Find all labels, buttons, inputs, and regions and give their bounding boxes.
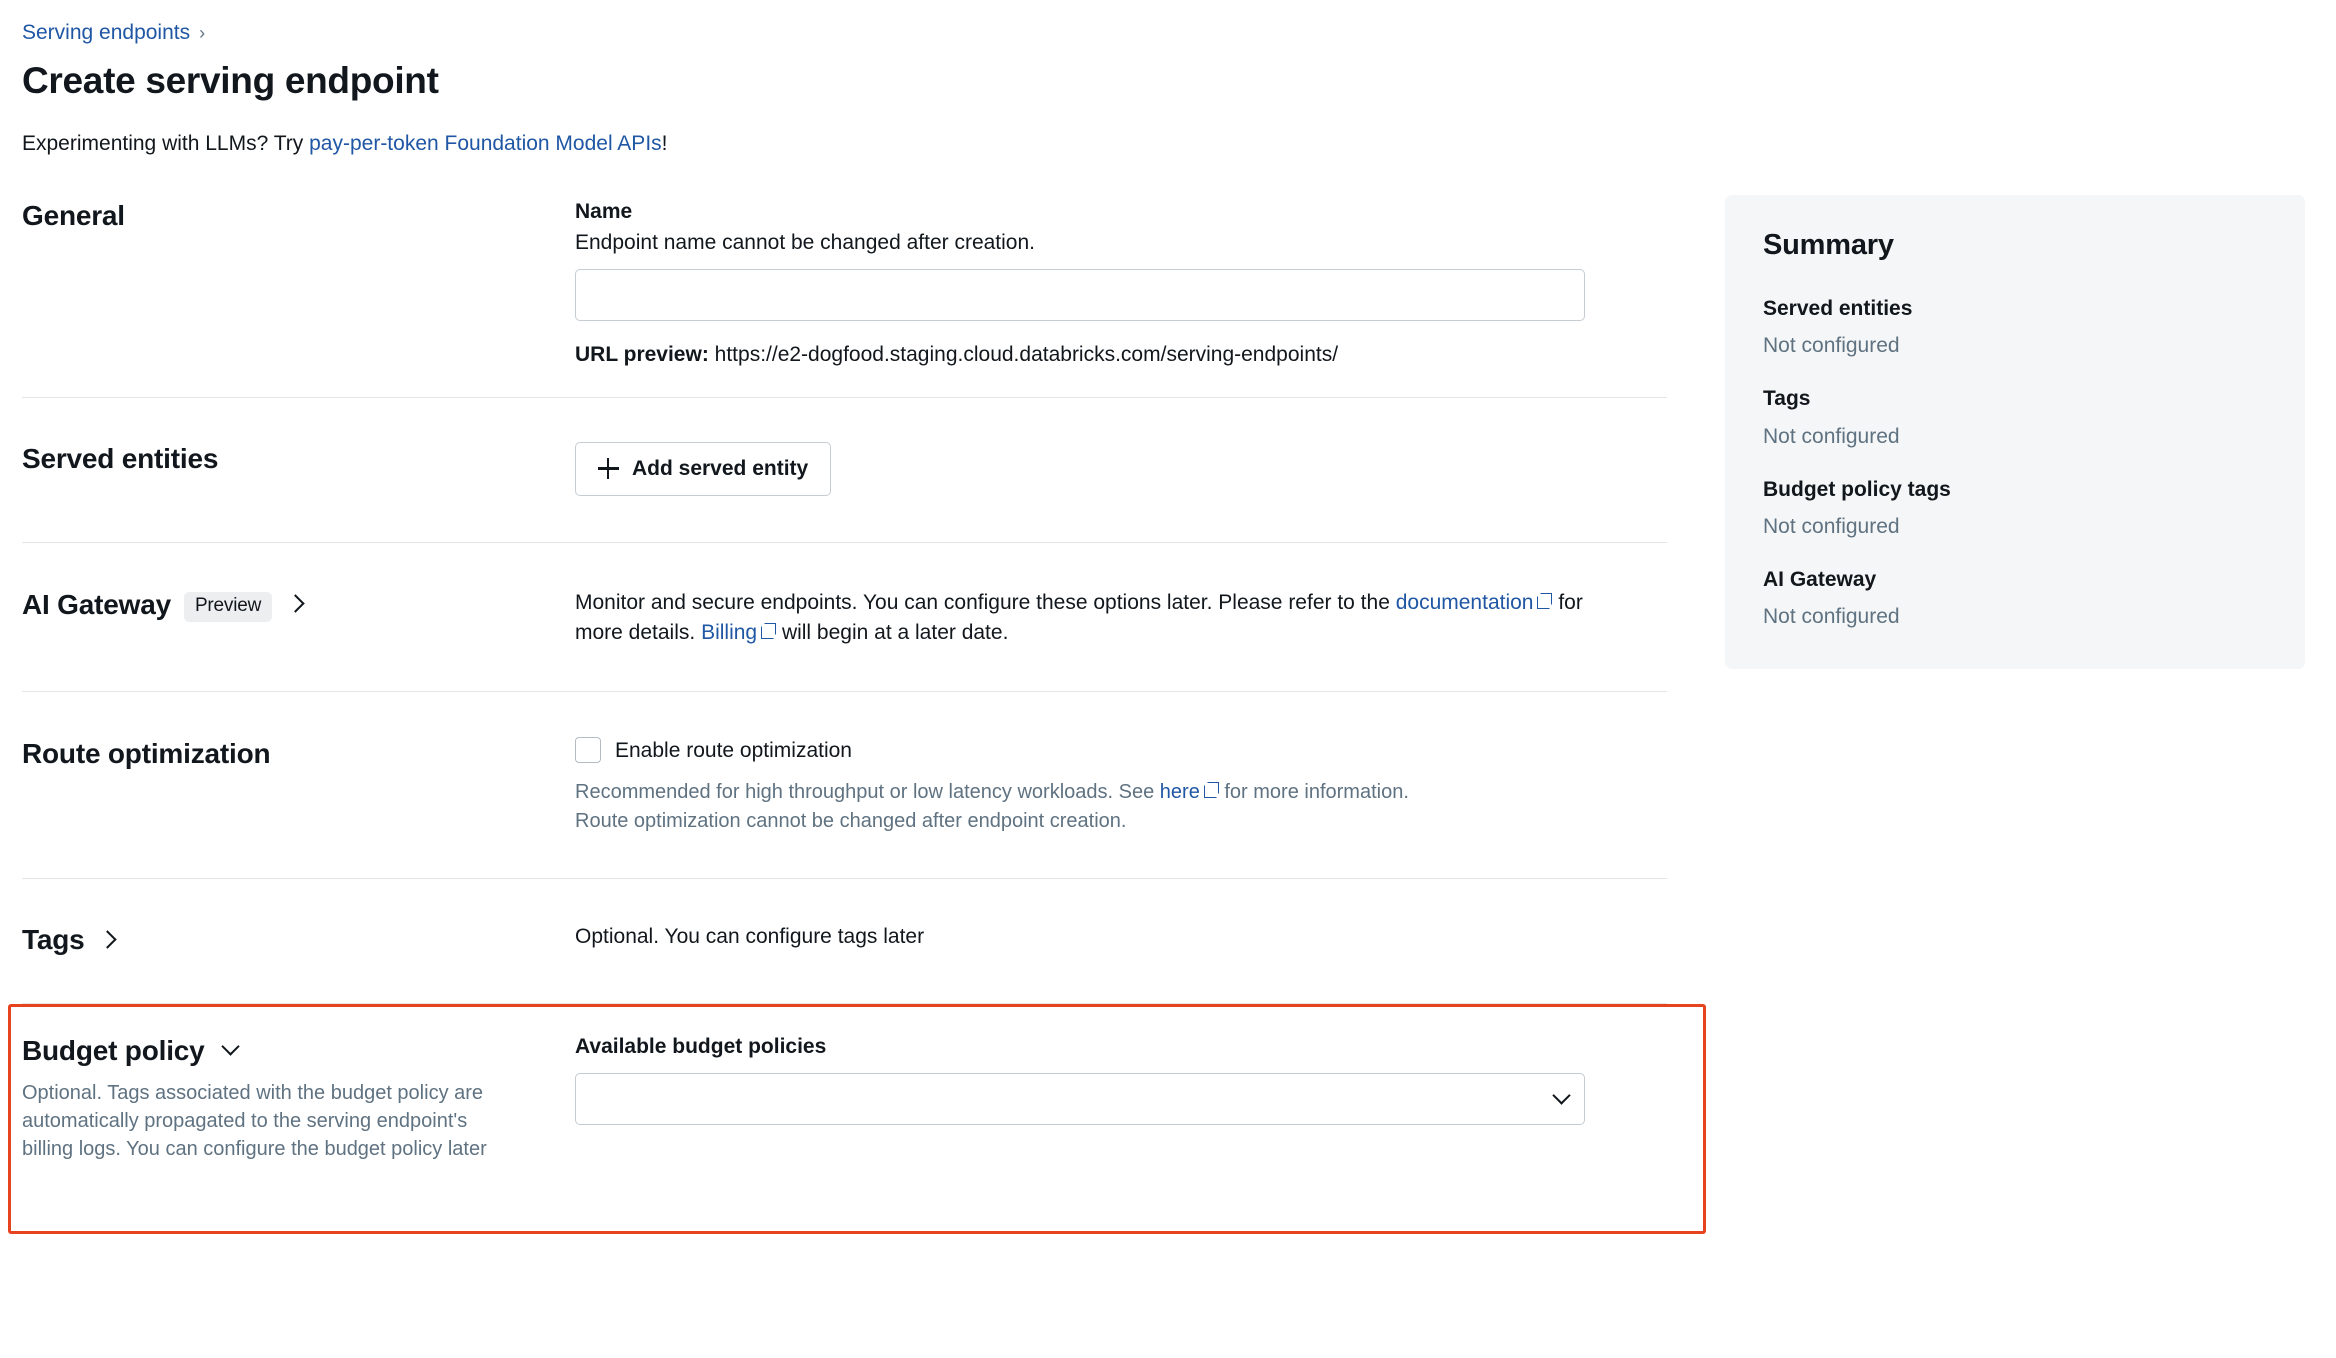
ai-gateway-description [575,588,1585,648]
form-column [22,195,1667,1164]
breadcrumb-separator-icon: › [199,22,206,43]
available-budget-policies-select[interactable] [575,1073,1585,1125]
available-budget-policies-label: Available budget policies [575,1035,827,1058]
summary-item-label: Tags [1763,387,1811,411]
enable-route-optimization-row[interactable] [575,737,1637,763]
foundation-model-apis-link[interactable]: pay-per-token Foundation Model APIs [309,131,662,155]
page-content [22,195,2336,1164]
breadcrumb [22,22,2336,43]
external-link-icon [1204,782,1219,797]
budget-policy-wrapper [22,1004,1667,1164]
budget-policy-body [575,1034,1667,1125]
route-optimization-body [575,737,1667,836]
tags-description: Optional. You can configure tags later [575,925,925,949]
served-entities-label-col [22,442,575,476]
ai-gateway-body [575,588,1667,648]
route-here-link[interactable]: here [1159,781,1200,804]
tags-body [575,923,1667,950]
ai-gateway-text-3: will begin at a later date. [781,620,1009,644]
enable-route-optimization-label[interactable]: Enable route optimization [615,738,852,762]
url-preview [575,341,1637,368]
section-tags [22,879,1667,1004]
summary-card [1725,195,2305,670]
enable-route-optimization-checkbox[interactable] [575,737,601,763]
name-field-label: Name [575,199,633,223]
external-link-icon [1537,593,1552,608]
billing-link[interactable]: Billing [701,620,758,644]
tags-heading[interactable] [22,923,555,957]
budget-policy-heading-text: Budget policy [22,1035,205,1066]
route-note-2: for more information. [1224,781,1409,804]
breadcrumb-link-serving-endpoints[interactable]: Serving endpoints [22,21,191,44]
url-preview-label: URL preview: [575,343,709,367]
chevron-down-icon [1552,1086,1570,1104]
chevron-down-icon[interactable] [221,1038,239,1056]
preview-badge: Preview [184,592,272,622]
summary-item-value: Not configured [1763,334,1900,358]
summary-item-value: Not configured [1763,514,1900,538]
summary-item-label: AI Gateway [1763,568,1877,592]
general-body [575,199,1667,369]
ai-gateway-heading[interactable] [22,588,555,622]
section-route-optimization [22,692,1667,879]
route-optimization-label-col [22,737,575,771]
section-general [22,195,1667,398]
served-entities-heading: Served entities [22,442,219,474]
subtitle-prefix: Experimenting with LLMs? Try [22,131,310,155]
chevron-right-icon[interactable] [99,930,117,948]
general-label-col [22,199,575,233]
budget-policy-heading[interactable] [22,1034,555,1068]
documentation-link[interactable]: documentation [1395,590,1534,614]
section-ai-gateway [22,543,1667,693]
summary-item-ai-gateway [1763,567,2267,629]
tags-label-col [22,923,575,957]
ai-gateway-heading-text: AI Gateway [22,588,171,620]
summary-item-tags [1763,386,2267,448]
general-heading: General [22,199,125,231]
summary-item-value: Not configured [1763,424,1900,448]
route-optimization-note [575,778,1585,836]
route-optimization-heading: Route optimization [22,738,271,770]
route-note-1: Recommended for high throughput or low latency workloads. See [575,781,1155,804]
summary-item-budget-policy-tags [1763,477,2267,539]
summary-item-value: Not configured [1763,605,1900,629]
subtitle-suffix: ! [661,131,668,155]
ai-gateway-text-2: for more details. [575,590,1583,644]
page-title: Create serving endpoint [22,60,439,101]
external-link-icon [761,623,776,638]
section-budget-policy [22,1004,1667,1164]
url-preview-value: https://e2-dogfood.staging.cloud.databricks.com/serving-endpoints/ [714,343,1339,367]
route-note-3: Route optimization cannot be changed after endpoint creation. [575,810,1127,833]
page-subtitle [22,130,2336,157]
summary-item-label: Served entities [1763,296,1913,320]
budget-policy-description: Optional. Tags associated with the budget policy are automatically propagated to the serving endpoint's billing logs. You can configure the budget policy later [22,1081,487,1161]
summary-item-label: Budget policy tags [1763,477,1951,501]
ai-gateway-label-col [22,588,575,622]
ai-gateway-text-1: Monitor and secure endpoints. You can configure these options later. Please refer to the [575,590,1390,614]
plus-icon [598,458,619,479]
add-served-entity-label: Add served entity [632,456,809,480]
section-served-entities [22,398,1667,543]
summary-column [1725,195,2305,670]
tags-heading-text: Tags [22,924,85,956]
chevron-right-icon[interactable] [286,594,304,612]
budget-policy-label-col [22,1034,575,1164]
summary-title: Summary [1763,228,1894,261]
name-field-help: Endpoint name cannot be changed after creation. [575,231,1035,255]
endpoint-name-input[interactable] [575,269,1585,321]
summary-item-served-entities [1763,296,2267,358]
served-entities-body [575,442,1667,496]
add-served-entity-button[interactable] [575,442,831,496]
